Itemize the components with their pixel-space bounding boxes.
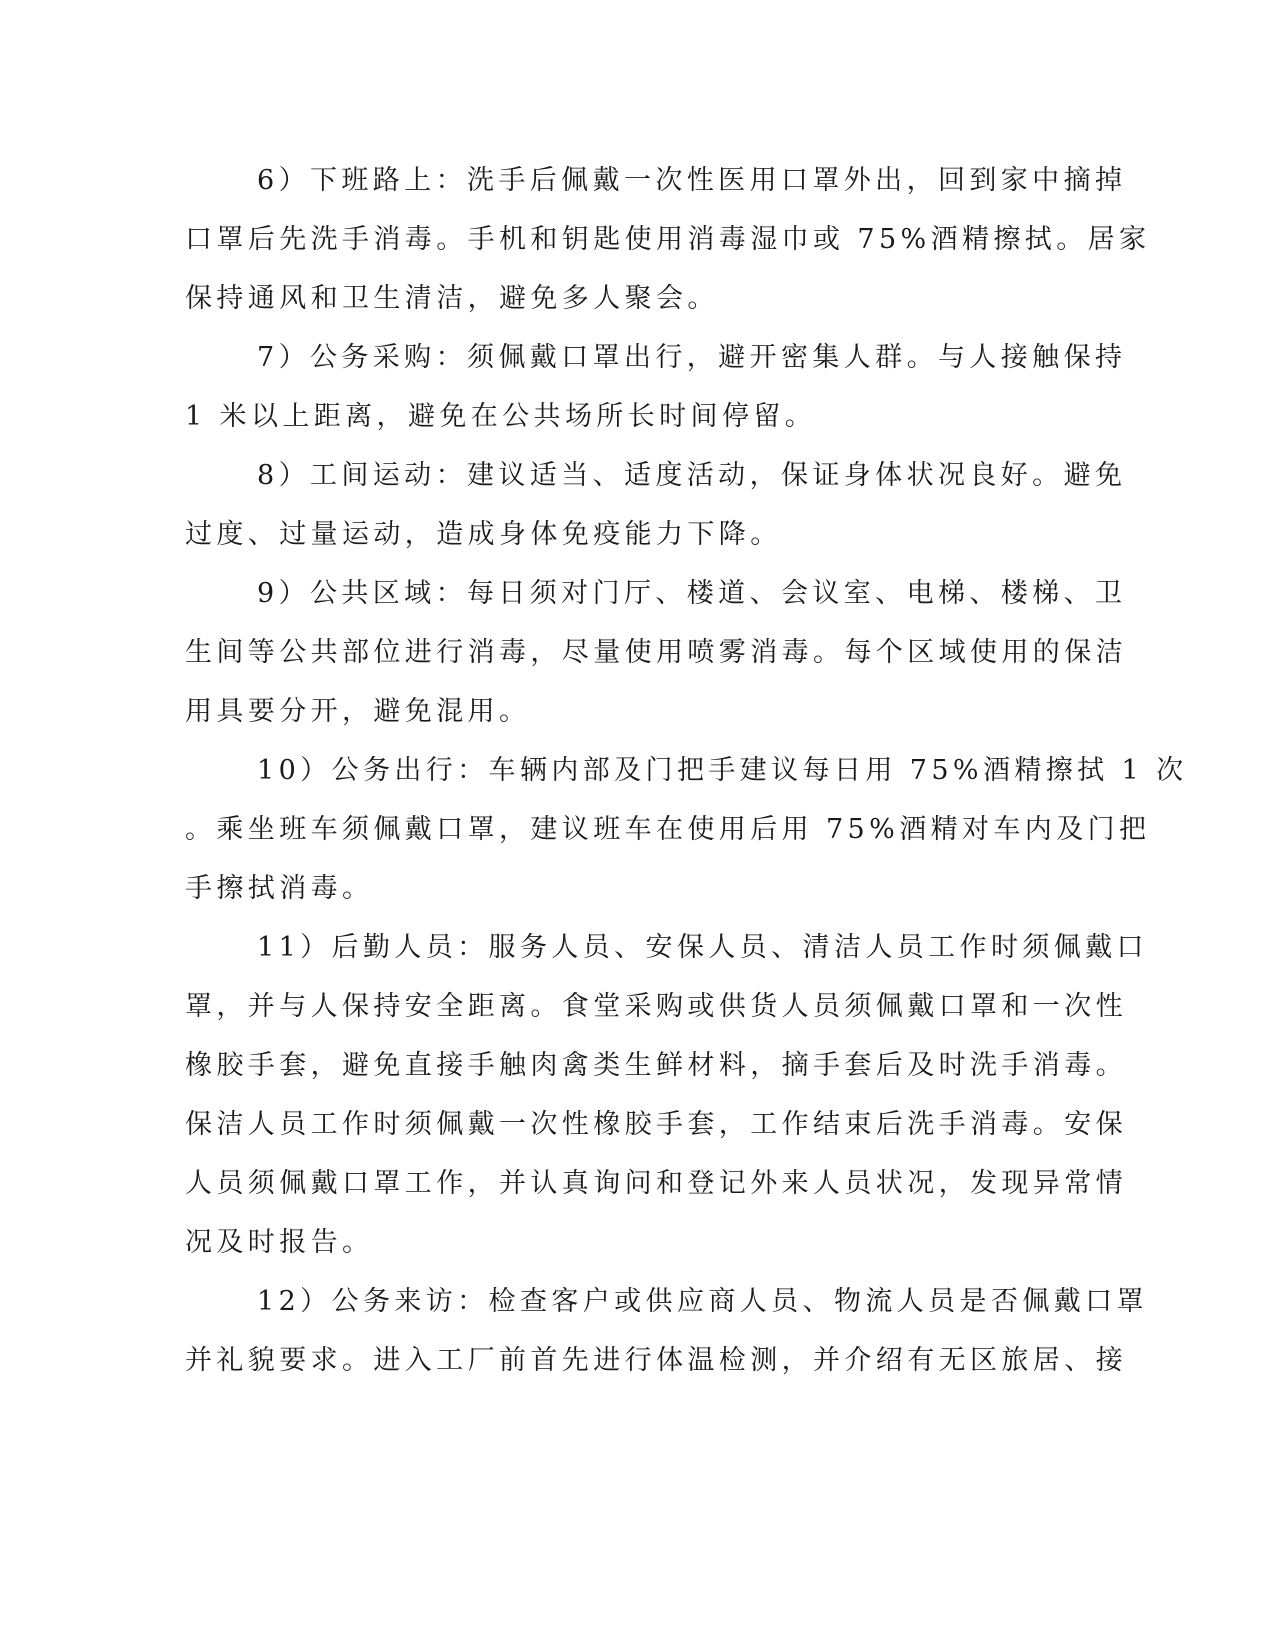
paragraph-line: 6）下班路上：洗手后佩戴一次性医用口罩外出，回到家中摘掉 [257, 165, 1127, 196]
paragraph-line: 保洁人员工作时须佩戴一次性橡胶手套，工作结束后洗手消毒。安保 [185, 1109, 1127, 1140]
paragraph-line: 况及时报告。 [185, 1227, 374, 1258]
paragraph-line: 罩，并与人保持安全距离。食堂采购或供货人员须佩戴口罩和一次性 [185, 991, 1127, 1022]
paragraph-line: 12）公务来访：检查客户或供应商人员、物流人员是否佩戴口罩 [257, 1286, 1148, 1317]
paragraph-line: 口罩后先洗手消毒。手机和钥匙使用消毒湿巾或 75%酒精擦拭。居家 [185, 224, 1151, 255]
paragraph-line: 8）工间运动：建议适当、适度活动，保证身体状况良好。避免 [257, 460, 1127, 491]
paragraph-line: 1 米以上距离，避免在公共场所长时间停留。 [185, 401, 817, 432]
paragraph-line: 用具要分开，避免混用。 [185, 696, 531, 727]
paragraph-line: 生间等公共部位进行消毒，尽量使用喷雾消毒。每个区域使用的保洁 [185, 637, 1127, 668]
paragraph-line: 过度、过量运动，造成身体免疫能力下降。 [185, 519, 782, 550]
paragraph-line: 。乘坐班车须佩戴口罩，建议班车在使用后用 75%酒精对车内及门把 [185, 814, 1151, 845]
paragraph-line: 10）公务出行：车辆内部及门把手建议每日用 75%酒精擦拭 1 次 [257, 755, 1188, 786]
paragraph-line: 人员须佩戴口罩工作，并认真询问和登记外来人员状况，发现异常情 [185, 1168, 1127, 1199]
paragraph-line: 并礼貌要求。进入工厂前首先进行体温检测，并介绍有无区旅居、接 [185, 1345, 1127, 1376]
paragraph-line: 橡胶手套，避免直接手触肉禽类生鲜材料，摘手套后及时洗手消毒。 [185, 1050, 1127, 1081]
paragraph-line: 保持通风和卫生清洁，避免多人聚会。 [185, 283, 719, 314]
paragraph-line: 9）公共区域：每日须对门厅、楼道、会议室、电梯、楼梯、卫 [257, 578, 1127, 609]
paragraph-line: 11）后勤人员：服务人员、安保人员、清洁人员工作时须佩戴口 [257, 932, 1148, 963]
paragraph-line: 7）公务采购：须佩戴口罩出行，避开密集人群。与人接触保持 [257, 342, 1127, 373]
paragraph-line: 手擦拭消毒。 [185, 873, 374, 904]
